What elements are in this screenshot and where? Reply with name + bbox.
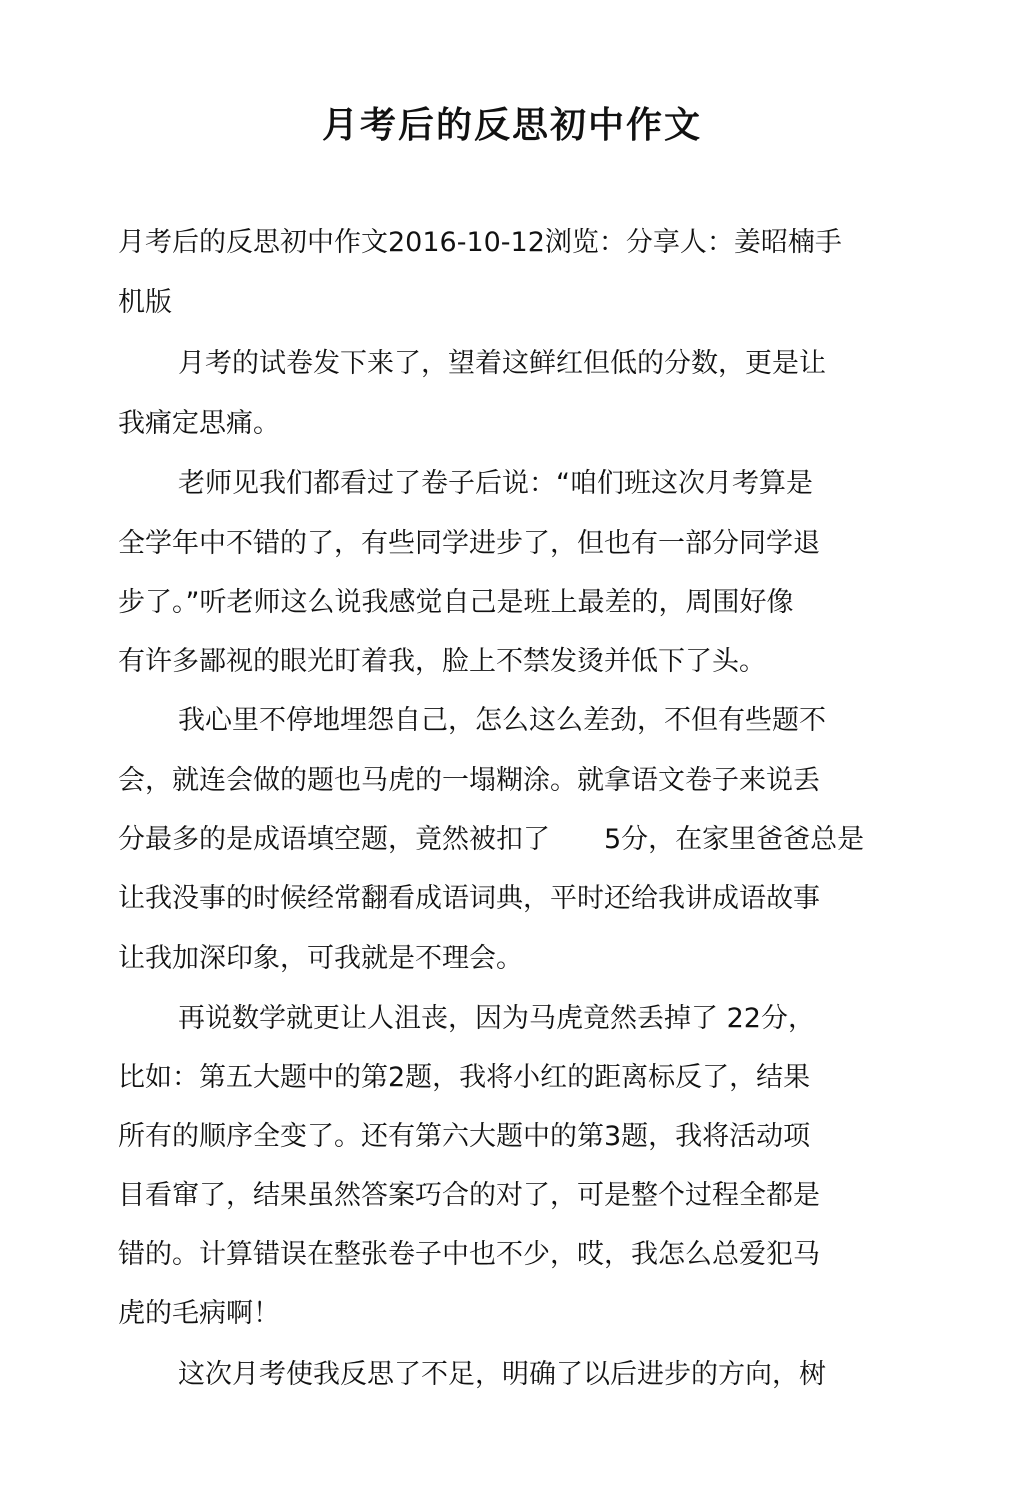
paragraph-line: 再说数学就更让人沮丧，因为马虎竟然丢掉了 22分， [178, 1003, 815, 1034]
paragraph-line: 我痛定思痛。 [118, 408, 280, 439]
paragraph-line: 月考的试卷发下来了，望着这鲜红但低的分数，更是让 [178, 348, 826, 379]
paragraph-line: 所有的顺序全变了。还有第六大题中的第3题，我将活动项 [118, 1121, 811, 1152]
paragraph-line: 目看窜了，结果虽然答案巧合的对了，可是整个过程全都是 [118, 1180, 820, 1211]
paragraph-line: 老师见我们都看过了卷子后说：“咱们班这次月考算是 [178, 468, 813, 499]
paragraph-line: 全学年中不错的了，有些同学进步了，但也有一部分同学退 [118, 528, 820, 559]
paragraph-line: 比如：第五大题中的第2题，我将小红的距离标反了，结果 [118, 1062, 811, 1093]
meta-line: 月考后的反思初中作文2016-10-12浏览：分享人：姜昭楠手 [118, 227, 842, 258]
paragraph-line: 让我加深印象，可我就是不理会。 [118, 943, 523, 974]
paragraph-line: 让我没事的时候经常翻看成语词典，平时还给我讲成语故事 [118, 883, 820, 914]
paragraph-line: 虎的毛病啊！ [118, 1298, 280, 1329]
paragraph-line: 我心里不停地埋怨自己，怎么这么差劲，不但有些题不 [178, 705, 826, 736]
paragraph-line: 错的。计算错误在整张卷子中也不少，哎，我怎么总爱犯马 [118, 1239, 820, 1270]
paragraph-line: 有许多鄙视的眼光盯着我，脸上不禁发烫并低下了头。 [118, 646, 766, 677]
paragraph-line: 步了。”听老师这么说我感觉自己是班上最差的，周围好像 [118, 587, 794, 618]
document-title: 月考后的反思初中作文 [321, 105, 702, 146]
meta-line: 机版 [118, 287, 172, 318]
paragraph-line: 分最多的是成语填空题，竟然被扣了 5分，在家里爸爸总是 [118, 824, 865, 855]
paragraph-line: 这次月考使我反思了不足，明确了以后进步的方向，树 [178, 1359, 826, 1390]
paragraph-line: 会，就连会做的题也马虎的一塌糊涂。就拿语文卷子来说丢 [118, 765, 820, 796]
